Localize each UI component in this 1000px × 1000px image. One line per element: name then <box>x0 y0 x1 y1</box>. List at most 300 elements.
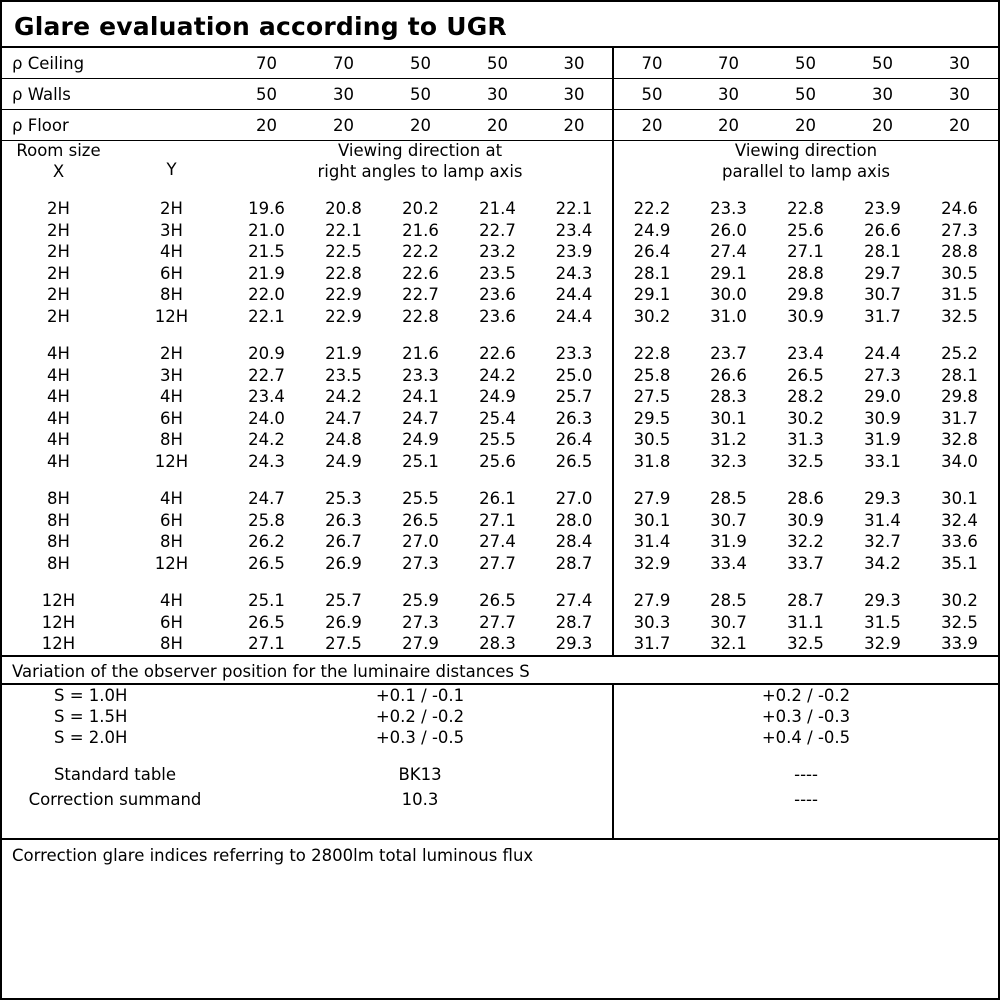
variation-label-3: S = 2.0H <box>54 727 128 747</box>
room-size-y: 3H <box>160 220 183 240</box>
ugr-value: 26.4 <box>555 430 593 450</box>
room-size-x: 2H <box>47 263 70 283</box>
variation-label-1: S = 1.0H <box>54 685 128 705</box>
ugr-value: 30.5 <box>613 429 690 451</box>
ugr-value: 31.7 <box>941 408 978 428</box>
ugr-value: 29.1 <box>710 263 747 283</box>
ugr-value: 24.9 <box>325 451 362 471</box>
ugr-value: 29.3 <box>864 591 901 611</box>
room-size-axis-x: X <box>52 161 65 181</box>
ugr-value: 27.3 <box>402 612 439 632</box>
ugr-value: 27.9 <box>402 634 439 654</box>
ugr-value: 31.5 <box>941 285 978 305</box>
room-size-y: 6H <box>160 612 183 632</box>
ugr-value: 30.2 <box>941 591 978 611</box>
room-size-y: 8H <box>160 532 183 552</box>
table-row <box>2 263 998 285</box>
ugr-value: 25.1 <box>402 451 439 471</box>
ugr-value: 26.3 <box>325 510 362 530</box>
ugr-value: 21.4 <box>479 199 516 219</box>
ugr-value: 28.2 <box>787 387 824 407</box>
ugr-value: 23.2 <box>479 242 516 262</box>
ugr-value: 33.4 <box>710 553 747 573</box>
table-row <box>2 590 998 612</box>
ugr-value: 24.7 <box>325 408 362 428</box>
room-size-x: 4H <box>47 451 70 471</box>
ugr-value: 25.9 <box>402 591 439 611</box>
ugr-value: 31.9 <box>710 532 747 552</box>
table-row <box>2 727 998 748</box>
room-size-y: 2H <box>160 344 183 364</box>
correction-summand-perpendicular: 10.3 <box>401 789 439 809</box>
variation-parallel-1: +0.2 / -0.2 <box>613 685 998 706</box>
variation-note: Variation of the observer position for the luminaire distances S <box>2 655 998 685</box>
room-size-label <box>2 141 115 183</box>
ugr-value: 28.1 <box>613 263 690 285</box>
viewing-parallel-line2: parallel to lamp axis <box>722 161 890 181</box>
ugr-value: 24.8 <box>325 430 362 450</box>
page-title-text: Glare evaluation according to UGR <box>14 11 507 41</box>
rho-ceiling-value: 70 <box>613 48 690 79</box>
table-row <box>2 198 998 220</box>
ugr-value: 23.7 <box>710 344 747 364</box>
room-size-text: Room size <box>16 141 101 160</box>
rho-floor-value: 20 <box>410 115 432 135</box>
ugr-value: 21.5 <box>248 242 285 262</box>
ugr-value: 20.8 <box>325 199 362 219</box>
ugr-value: 27.5 <box>613 386 690 408</box>
ugr-value: 21.6 <box>402 344 439 364</box>
ugr-value: 30.9 <box>864 408 901 428</box>
ugr-value: 27.9 <box>613 590 690 612</box>
ugr-value: 23.3 <box>402 365 439 385</box>
ugr-value: 31.9 <box>864 430 901 450</box>
ugr-value: 26.2 <box>248 532 285 552</box>
ugr-value: 25.4 <box>479 408 516 428</box>
ugr-value: 23.4 <box>248 387 285 407</box>
room-size-x: 8H <box>47 489 70 509</box>
room-size-y: 4H <box>160 242 183 262</box>
ugr-value: 22.1 <box>248 306 285 326</box>
ugr-value: 26.5 <box>402 510 439 530</box>
viewing-direction-perpendicular-header <box>228 141 613 183</box>
ugr-value: 26.5 <box>555 451 593 471</box>
ugr-value: 22.2 <box>613 198 690 220</box>
ugr-value: 24.3 <box>248 451 285 471</box>
rho-walls-value: 30 <box>718 84 740 104</box>
room-size-x: 4H <box>47 430 70 450</box>
ugr-value: 22.1 <box>555 199 593 219</box>
ugr-value: 26.9 <box>325 553 362 573</box>
ugr-value: 27.1 <box>479 510 516 530</box>
rho-floor-label: ρ Floor <box>12 115 69 135</box>
ugr-value: 27.3 <box>941 220 978 240</box>
rho-floor-value: 20 <box>949 115 971 135</box>
spacer-row <box>2 574 998 590</box>
table-row <box>2 408 998 430</box>
ugr-value: 21.0 <box>248 220 285 240</box>
ugr-value: 31.4 <box>864 510 901 530</box>
table-row <box>2 365 998 387</box>
ugr-value: 25.8 <box>613 365 690 387</box>
viewing-perpendicular-line1: Viewing direction at <box>337 141 503 160</box>
rho-walls-value: 50 <box>613 79 690 110</box>
ugr-value: 30.2 <box>613 306 690 328</box>
rho-ceiling-value: 30 <box>949 53 971 73</box>
ugr-value: 26.5 <box>479 591 516 611</box>
ugr-value: 22.9 <box>325 306 362 326</box>
correction-summand-parallel: ---- <box>613 787 998 838</box>
table-row <box>2 241 998 263</box>
ugr-value: 26.3 <box>555 408 593 428</box>
rho-floor-value: 20 <box>487 115 509 135</box>
ugr-value: 23.5 <box>325 365 362 385</box>
table-row <box>2 510 998 532</box>
ugr-value: 22.8 <box>613 343 690 365</box>
ugr-value: 26.5 <box>248 612 285 632</box>
rho-ceiling-label: ρ Ceiling <box>12 53 85 73</box>
ugr-value: 29.8 <box>787 285 824 305</box>
spacer-row <box>2 327 998 343</box>
rho-walls-value: 30 <box>872 84 894 104</box>
ugr-value: 31.0 <box>710 306 747 326</box>
ugr-value: 30.5 <box>941 263 978 283</box>
variation-perpendicular-3: +0.3 / -0.5 <box>375 727 465 747</box>
variation-label-2: S = 1.5H <box>54 706 128 726</box>
ugr-value: 27.4 <box>479 532 516 552</box>
ugr-value: 22.6 <box>402 263 439 283</box>
ugr-value: 25.5 <box>479 430 516 450</box>
ugr-value: 32.1 <box>710 634 747 654</box>
ugr-value: 27.9 <box>613 488 690 510</box>
page-title <box>2 2 998 48</box>
room-size-y: 4H <box>160 591 183 611</box>
ugr-value: 32.3 <box>710 451 747 471</box>
ugr-value: 27.5 <box>325 634 362 654</box>
ugr-value: 33.9 <box>941 634 978 654</box>
ugr-value: 28.8 <box>941 242 978 262</box>
ugr-value: 26.5 <box>787 365 824 385</box>
room-size-y: 6H <box>160 408 183 428</box>
ugr-value: 24.0 <box>248 408 285 428</box>
table-row <box>2 531 998 553</box>
correction-summand-label: Correction summand <box>28 789 202 809</box>
table-row <box>2 633 998 655</box>
table-row <box>2 451 998 473</box>
ugr-value: 30.1 <box>941 489 978 509</box>
room-size-y: 4H <box>160 489 183 509</box>
ugr-value: 28.8 <box>787 263 824 283</box>
room-size-x: 8H <box>47 532 70 552</box>
room-size-y: 3H <box>160 365 183 385</box>
rho-floor-value: 20 <box>256 115 278 135</box>
table-row <box>2 553 998 575</box>
table-row <box>2 48 998 79</box>
ugr-value: 22.8 <box>325 263 362 283</box>
ugr-value: 32.5 <box>787 634 824 654</box>
ugr-value: 32.7 <box>864 532 901 552</box>
ugr-value: 29.0 <box>864 387 901 407</box>
ugr-value: 27.3 <box>864 365 901 385</box>
rho-ceiling-value: 70 <box>333 53 355 73</box>
ugr-value: 26.0 <box>710 220 747 240</box>
room-size-y: 12H <box>154 553 189 573</box>
ugr-value: 29.1 <box>613 284 690 306</box>
ugr-value: 27.4 <box>555 591 593 611</box>
ugr-value: 23.9 <box>555 242 593 262</box>
ugr-value: 24.3 <box>555 263 593 283</box>
ugr-value: 23.3 <box>710 199 747 219</box>
ugr-value: 31.5 <box>864 612 901 632</box>
standard-table-parallel: ---- <box>613 748 998 787</box>
ugr-value: 22.7 <box>479 220 516 240</box>
table-row <box>2 79 998 110</box>
ugr-value: 23.9 <box>864 199 901 219</box>
ugr-value: 26.4 <box>613 241 690 263</box>
ugr-value: 24.4 <box>864 344 901 364</box>
ugr-value: 24.9 <box>479 387 516 407</box>
reflectance-table <box>2 48 998 198</box>
room-size-y: 6H <box>160 263 183 283</box>
ugr-value: 22.8 <box>787 199 824 219</box>
rho-floor-value: 20 <box>333 115 355 135</box>
ugr-value: 30.9 <box>787 510 824 530</box>
ugr-value: 22.7 <box>248 365 285 385</box>
ugr-value: 25.1 <box>248 591 285 611</box>
ugr-value: 23.4 <box>787 344 824 364</box>
rho-floor-value: 20 <box>563 115 585 135</box>
ugr-value: 27.1 <box>248 634 285 654</box>
room-size-axis-y: Y <box>166 159 177 179</box>
ugr-value: 32.5 <box>941 612 978 632</box>
ugr-value: 21.6 <box>402 220 439 240</box>
ugr-value: 28.7 <box>555 612 593 632</box>
rho-ceiling-value: 70 <box>256 53 278 73</box>
ugr-value: 30.2 <box>787 408 824 428</box>
ugr-value: 31.7 <box>613 633 690 655</box>
table-row <box>2 220 998 242</box>
ugr-value: 25.3 <box>325 489 362 509</box>
ugr-value: 28.4 <box>555 532 593 552</box>
table-row <box>2 110 998 141</box>
standard-table-label: Standard table <box>53 764 177 784</box>
ugr-value: 20.2 <box>402 199 439 219</box>
ugr-value: 29.5 <box>613 408 690 430</box>
rho-ceiling-value: 30 <box>563 53 585 73</box>
variation-perpendicular-2: +0.2 / -0.2 <box>375 706 465 726</box>
ugr-value: 29.7 <box>864 263 901 283</box>
table-row <box>2 706 998 727</box>
room-size-y: 8H <box>160 634 183 654</box>
ugr-value: 22.0 <box>248 285 285 305</box>
ugr-value: 28.6 <box>787 489 824 509</box>
rho-ceiling-value: 70 <box>718 53 740 73</box>
ugr-value: 24.9 <box>613 220 690 242</box>
table-row <box>2 748 998 787</box>
table-row <box>2 284 998 306</box>
room-size-x: 2H <box>47 242 70 262</box>
ugr-value: 27.4 <box>710 242 747 262</box>
room-size-x: 8H <box>47 553 70 573</box>
ugr-value: 30.0 <box>710 285 747 305</box>
column-group-header-row <box>2 141 998 183</box>
ugr-value: 28.3 <box>479 634 516 654</box>
ugr-value: 24.2 <box>325 387 362 407</box>
variation-perpendicular-1: +0.1 / -0.1 <box>375 685 465 705</box>
room-size-x: 4H <box>47 408 70 428</box>
ugr-value: 21.9 <box>325 344 362 364</box>
ugr-value: 32.8 <box>941 430 978 450</box>
ugr-value: 26.1 <box>479 489 516 509</box>
ugr-value: 26.6 <box>710 365 747 385</box>
ugr-value: 32.5 <box>787 451 824 471</box>
ugr-value: 22.8 <box>402 306 439 326</box>
ugr-value: 31.1 <box>787 612 824 632</box>
spacer-row <box>2 182 998 198</box>
ugr-value: 24.9 <box>402 430 439 450</box>
ugr-value: 26.6 <box>864 220 901 240</box>
ugr-value: 27.0 <box>555 489 593 509</box>
ugr-value: 28.0 <box>555 510 593 530</box>
rho-floor-value: 20 <box>613 110 690 141</box>
table-row <box>2 787 998 838</box>
table-row <box>2 306 998 328</box>
ugr-value: 25.7 <box>325 591 362 611</box>
ugr-value: 31.8 <box>613 451 690 473</box>
variation-parallel-2: +0.3 / -0.3 <box>613 706 998 727</box>
ugr-value: 25.6 <box>787 220 824 240</box>
ugr-value: 26.5 <box>248 553 285 573</box>
ugr-value: 28.3 <box>710 387 747 407</box>
ugr-value: 22.9 <box>325 285 362 305</box>
ugr-value: 34.2 <box>864 553 901 573</box>
ugr-value: 24.7 <box>402 408 439 428</box>
table-row <box>2 386 998 408</box>
table-row <box>2 343 998 365</box>
room-size-x: 12H <box>41 612 76 632</box>
spacer-row <box>2 472 998 488</box>
ugr-value: 25.8 <box>248 510 285 530</box>
rho-walls-value: 30 <box>949 84 971 104</box>
room-size-x: 2H <box>47 285 70 305</box>
room-size-y: 2H <box>160 199 183 219</box>
ugr-value: 24.4 <box>555 285 593 305</box>
ugr-value: 35.1 <box>941 553 978 573</box>
rho-walls-value: 50 <box>256 84 278 104</box>
ugr-value: 33.7 <box>787 553 824 573</box>
ugr-value: 26.9 <box>325 612 362 632</box>
viewing-parallel-line1: Viewing direction <box>734 141 878 160</box>
rho-walls-value: 50 <box>795 84 817 104</box>
ugr-value: 25.5 <box>402 489 439 509</box>
rho-ceiling-value: 50 <box>410 53 432 73</box>
rho-walls-value: 30 <box>333 84 355 104</box>
room-size-x: 4H <box>47 344 70 364</box>
rho-walls-label: ρ Walls <box>12 84 71 104</box>
ugr-value: 32.4 <box>941 510 978 530</box>
footer-note: Correction glare indices referring to 2800lm total luminous flux <box>2 838 998 870</box>
ugr-value: 28.5 <box>710 489 747 509</box>
ugr-value: 29.8 <box>941 387 978 407</box>
ugr-value: 32.9 <box>613 553 690 575</box>
rho-walls-value: 30 <box>563 84 585 104</box>
ugr-value: 30.1 <box>710 408 747 428</box>
rho-floor-value: 20 <box>718 115 740 135</box>
rho-walls-value: 50 <box>410 84 432 104</box>
ugr-value: 29.3 <box>555 634 593 654</box>
variation-parallel-3: +0.4 / -0.5 <box>613 727 998 748</box>
room-size-x: 2H <box>47 220 70 240</box>
ugr-value: 33.1 <box>864 451 901 471</box>
ugr-value: 30.1 <box>613 510 690 532</box>
rho-floor-value: 20 <box>872 115 894 135</box>
ugr-value: 31.2 <box>710 430 747 450</box>
room-size-axis-y-cell <box>115 141 228 183</box>
ugr-value: 22.1 <box>325 220 362 240</box>
viewing-direction-parallel-header <box>613 141 998 183</box>
ugr-value: 31.7 <box>864 306 901 326</box>
ugr-value: 21.9 <box>248 263 285 283</box>
ugr-value: 23.6 <box>479 306 516 326</box>
room-size-y: 8H <box>160 430 183 450</box>
table-row <box>2 488 998 510</box>
rho-ceiling-value: 50 <box>872 53 894 73</box>
ugr-value: 24.7 <box>248 489 285 509</box>
ugr-value: 33.6 <box>941 532 978 552</box>
ugr-value: 28.1 <box>941 365 978 385</box>
ugr-value: 30.9 <box>787 306 824 326</box>
ugr-value: 26.7 <box>325 532 362 552</box>
ugr-value: 23.4 <box>555 220 593 240</box>
room-size-y: 12H <box>154 306 189 326</box>
room-size-y: 6H <box>160 510 183 530</box>
ugr-value: 24.2 <box>248 430 285 450</box>
ugr-value: 34.0 <box>941 451 978 471</box>
rho-ceiling-value: 50 <box>795 53 817 73</box>
ugr-value: 27.3 <box>402 553 439 573</box>
table-row <box>2 429 998 451</box>
room-size-y: 8H <box>160 285 183 305</box>
variation-table <box>2 685 998 838</box>
ugr-value: 22.7 <box>402 285 439 305</box>
ugr-value: 28.5 <box>710 591 747 611</box>
ugr-value: 22.2 <box>402 242 439 262</box>
ugr-value: 20.9 <box>248 344 285 364</box>
ugr-value: 28.1 <box>864 242 901 262</box>
viewing-perpendicular-line2: right angles to lamp axis <box>317 161 523 181</box>
ugr-value: 23.3 <box>555 344 593 364</box>
ugr-value: 30.7 <box>710 510 747 530</box>
room-size-x: 4H <box>47 387 70 407</box>
ugr-value: 30.3 <box>613 612 690 634</box>
ugr-value: 29.3 <box>864 489 901 509</box>
room-size-x: 8H <box>47 510 70 530</box>
ugr-value: 32.9 <box>864 634 901 654</box>
ugr-value: 27.1 <box>787 242 824 262</box>
ugr-value: 32.5 <box>941 306 978 326</box>
ugr-value: 25.0 <box>555 365 593 385</box>
table-row <box>2 612 998 634</box>
ugr-value: 22.6 <box>479 344 516 364</box>
ugr-value: 24.1 <box>402 387 439 407</box>
ugr-value: 30.7 <box>864 285 901 305</box>
room-size-x: 12H <box>41 634 76 654</box>
ugr-value: 23.5 <box>479 263 516 283</box>
ugr-value: 24.6 <box>941 199 978 219</box>
room-size-x: 2H <box>47 199 70 219</box>
ugr-value: 32.2 <box>787 532 824 552</box>
room-size-y: 12H <box>154 451 189 471</box>
